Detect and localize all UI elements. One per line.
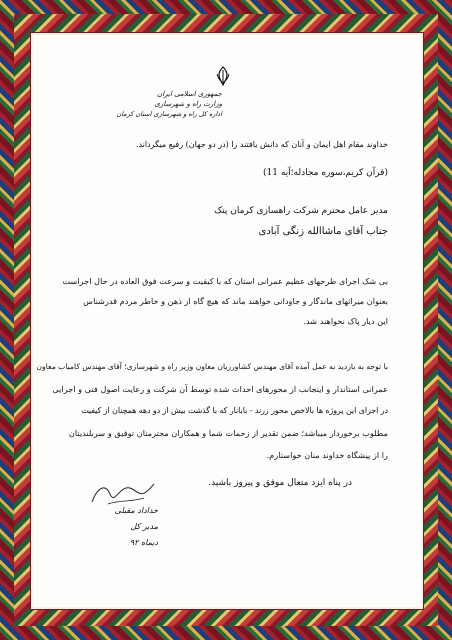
recipient-title: مدیر عامل محترم شرکت راهسازی کرمان پتک xyxy=(214,206,388,216)
paragraph1-line: این دیار پاک نخواهند شد. xyxy=(303,316,388,326)
org-line-department: اداره کل راه و شهرسازی استان کرمان xyxy=(116,110,222,118)
org-line-country: جمهوری اسلامی ایران xyxy=(157,90,222,98)
paragraph1-line: بی شک اجرای طرحهای عظیم عمرانی استان که با کیفیت و سرعت فوق العاده در حال اجراست xyxy=(62,276,388,286)
paragraph2-line: را از پیشگاه خداوند منان خواستارم. xyxy=(266,450,388,460)
paragraph2-line: در اجرای این پروژه ها بالاخص محور زرند - بابانار که با گذشت بیش از دو دهه همچنان از کیفیت xyxy=(81,406,388,415)
verse-source: (قرآن کریم،سوره مجادله؛آیه 11) xyxy=(263,168,388,178)
paragraph2-line: مطلوب برخوردار میباشد؛ ضمن تقدیر از زحمات شما و همکاران محترمتان توفیق و سربلندیتان xyxy=(68,428,388,438)
recipient-name: جناب آقای ماشاالله زنگی آبادی xyxy=(258,226,388,237)
iran-emblem-icon xyxy=(214,66,232,86)
closing-line: در پناه ایزد متعال موفق و پیروز باشید. xyxy=(208,478,352,488)
signature-name: خداداد مقبلی xyxy=(114,506,158,515)
paragraph2-line: عمرانی استاندار و اینجانب از محورهای احداث شده توسط آن شرکت و رعایت اصول فنی و اجرایی xyxy=(52,384,388,394)
paragraph2-line: با توجه به بازدید به عمل آمده آقای مهندس کشاورزیان معاون وزیر راه و شهرسازی؛ آقای مهندس کامیاب معاون xyxy=(36,362,388,371)
org-line-ministry: وزارت راه و شهرسازی xyxy=(154,100,222,108)
signature-date: دیماه ۹۲ xyxy=(129,538,158,547)
signature-title: مدیر کل xyxy=(130,522,158,531)
verse-text: خداوند مقام اهل ایمان و آنان که دانش یافتند را (در دو جهان) رفیع میگرداند. xyxy=(135,140,388,149)
signature-scribble xyxy=(88,480,158,508)
paragraph1-line: بعنوان میراثهای ماندگار و جاودانی خواهند ماند که هیچ گاه از ذهن و خاطر مردم قدرشناس xyxy=(83,296,388,306)
